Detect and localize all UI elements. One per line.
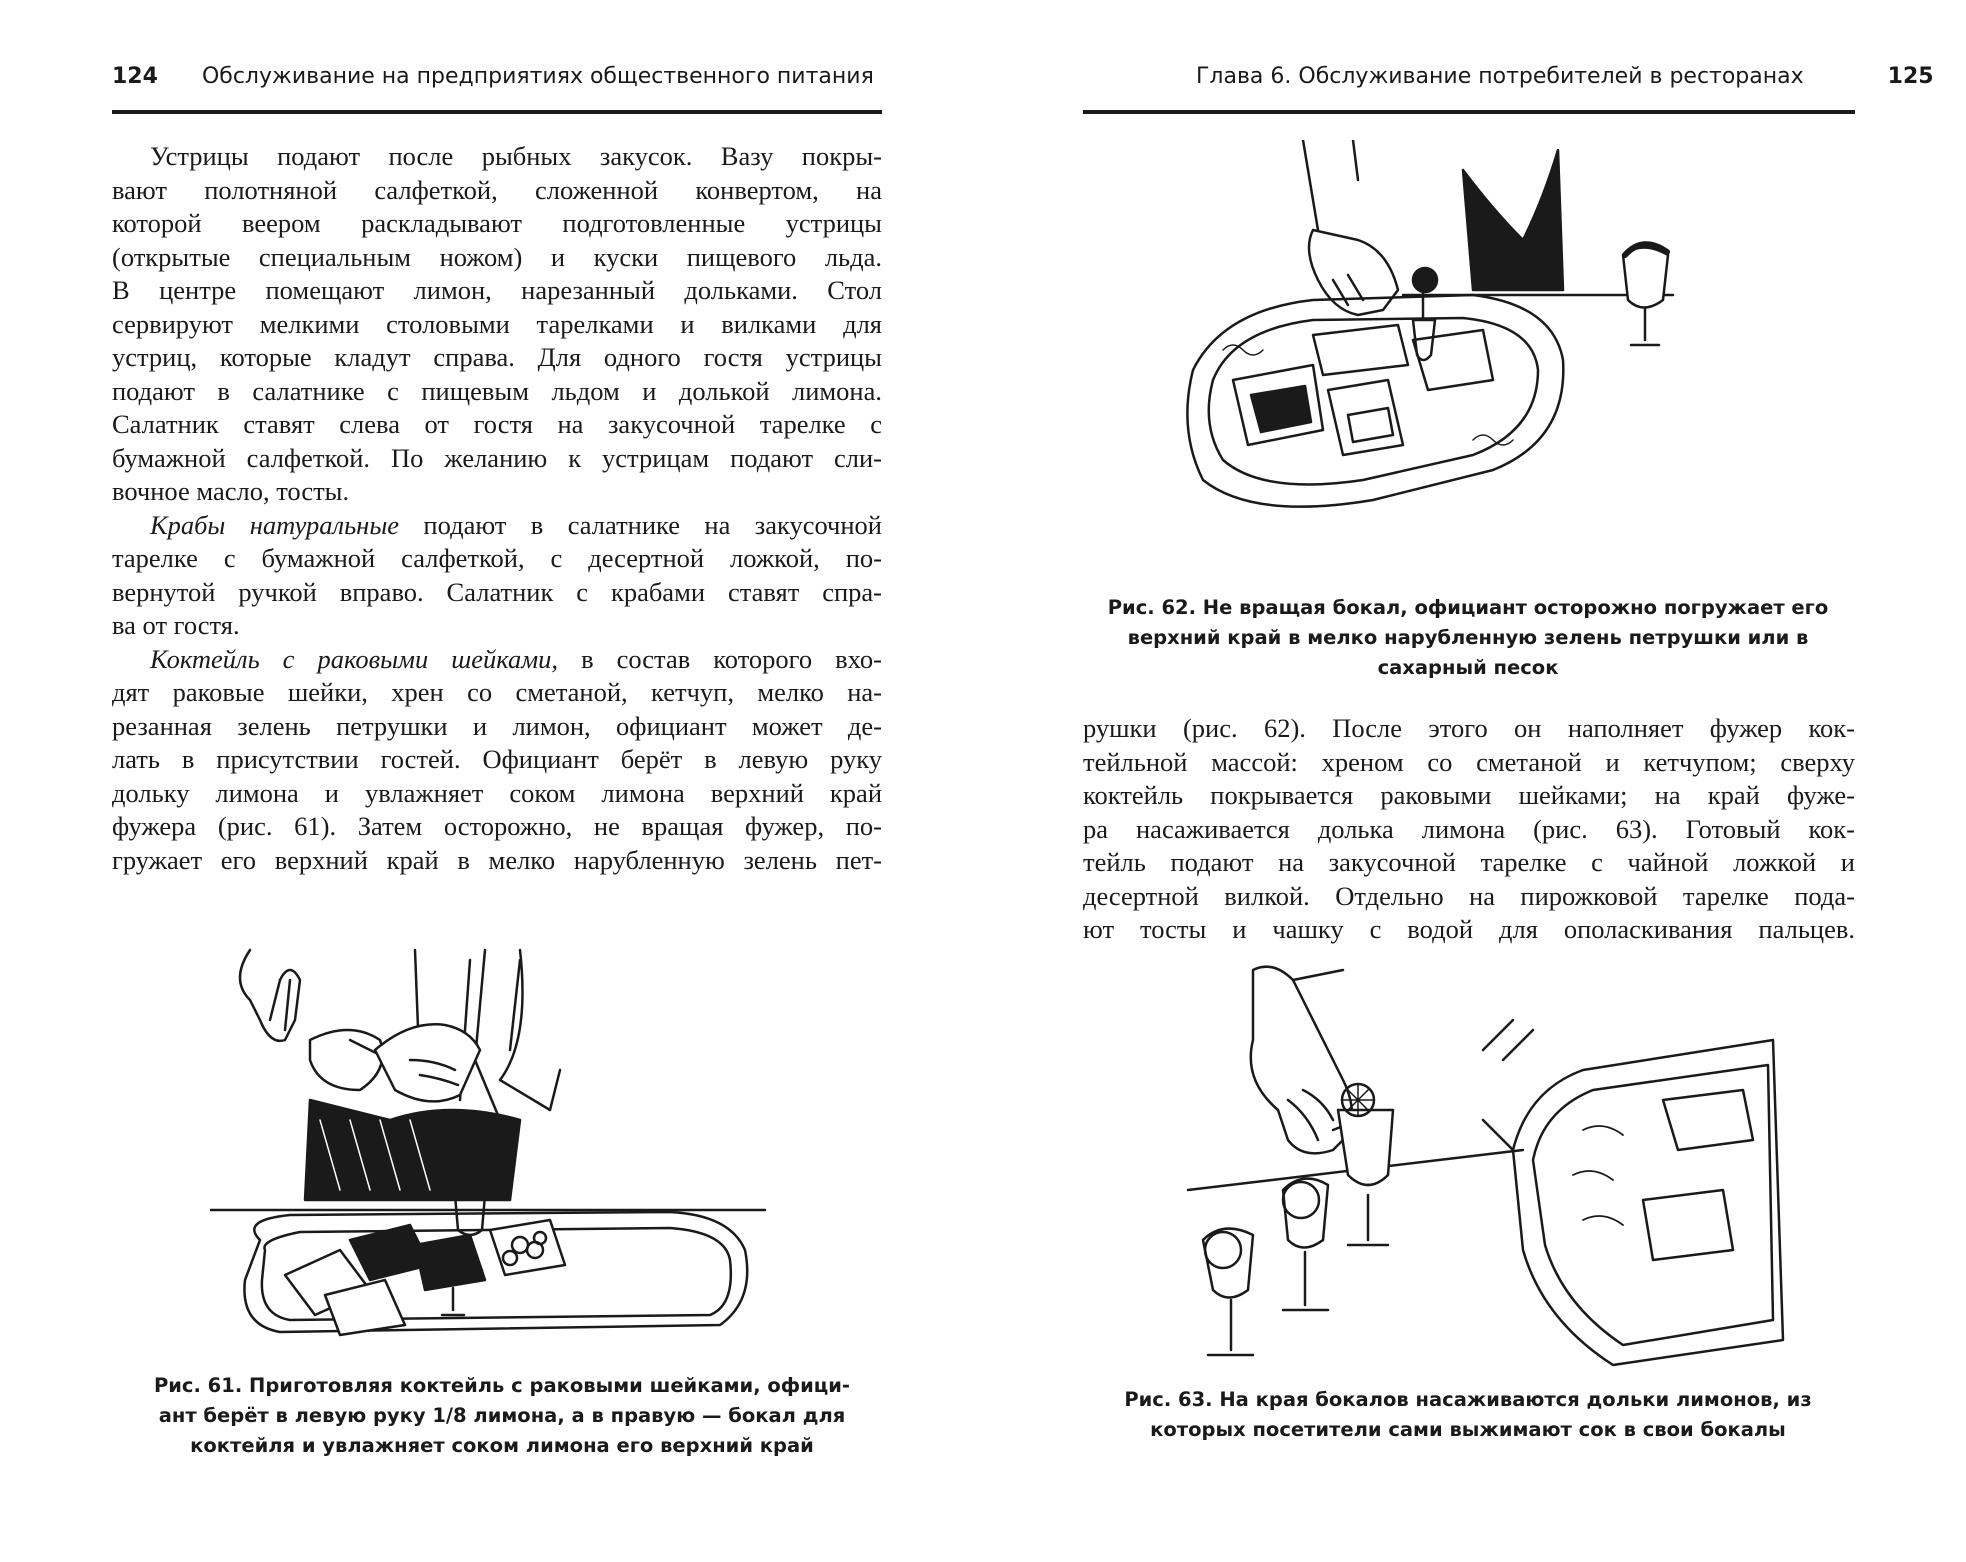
left-running-head (112, 64, 874, 89)
text-line: тейль подают на закусочной тарелке с чайной ложкой и (1083, 847, 1855, 877)
text-line: гружает его верхний край в мелко нарубленную зелень пет- (112, 844, 882, 875)
text-line: тейльной массой: хреном со сметаной и кетчупом; сверху (1083, 746, 1855, 777)
caption-line: коктейля и увлажняет соком лимона его верхний край (190, 1434, 814, 1457)
italic-term: Коктейль с раковыми шейками, (150, 643, 559, 674)
right-header-rule (1083, 110, 1855, 114)
text-line: тарелке с бумажной салфеткой, с десертной ложкой, по- (112, 543, 882, 573)
text-line: дольку лимона и увлажняет соком лимона верхний край (112, 777, 882, 808)
figure-62-illustration (1173, 140, 1773, 570)
italic-term: Крабы натуральные (150, 509, 400, 540)
left-body-text (112, 140, 882, 877)
text-line: вернутой ручкой вправо. Салатник с крабами ставят спра- (112, 576, 882, 607)
left-header-rule (112, 110, 882, 114)
caption-line: сахарный песок (1377, 656, 1559, 679)
right-running-head (1196, 64, 1934, 89)
text-line: сервируют мелкими столовыми тарелками и вилками для (112, 308, 882, 339)
caption-line: Рис. 62. Не вращая бокал, официант осторожно погружает его (1107, 596, 1829, 619)
text-line: Устрицы подают после рыбных закусок. Вазу покры- (150, 141, 882, 171)
figure-61-illustration (210, 920, 770, 1350)
text-line: которой веером раскладывают подготовленные устрицы (112, 208, 882, 238)
text-line: рушки (рис. 62). После этого он наполняет фужер кок- (1083, 713, 1855, 743)
text-line: резанная зелень петрушки и лимон, официант может де- (112, 710, 882, 741)
text-line: ют тосты и чашку с водой для ополаскивания пальцев. (1083, 914, 1855, 944)
text-line: Салатник ставят слева от гостя на закусочной тарелке с (112, 409, 882, 439)
figure-63-caption (1068, 1385, 1868, 1445)
caption-line: Рис. 63. На края бокалов насаживаются дольки лимонов, из (1124, 1388, 1812, 1411)
text-line: дят раковые шейки, хрен со сметаной, кетчуп, мелко на- (112, 677, 882, 707)
figure-63-illustration (1183, 960, 1803, 1380)
caption-line: которых посетители сами выжимают сок в свои бокалы (1150, 1418, 1786, 1441)
left-page-number: 124 (112, 64, 158, 89)
text-line: В центре помещают лимон, нарезанный дольками. Стол (112, 275, 882, 305)
figure-61-caption (112, 1371, 892, 1461)
text-line: фужера (рис. 61). Затем осторожно, не вращая фужер, по- (112, 811, 882, 841)
text-line: устриц, которые кладут справа. Для одного гостя устрицы (112, 342, 882, 372)
text-line: Крабы натуральные подают в салатнике на закусочной (150, 509, 882, 540)
text-line: коктейль покрывается раковыми шейками; на край фуже- (1083, 780, 1855, 810)
figure-62-caption (1063, 593, 1873, 683)
right-header-title: Глава 6. Обслуживание потребителей в ресторанах (1196, 64, 1804, 89)
text-line: вают полотняной салфеткой, сложенной конвертом, на (112, 174, 882, 205)
caption-line: Рис. 61. Приготовляя коктейль с раковыми шейками, офици- (153, 1374, 851, 1397)
left-header-title: Обслуживание на предприятиях общественного питания (201, 64, 874, 89)
text-line: (открытые специальным ножом) и куски пищевого льда. (112, 241, 882, 272)
text-line: лать в присутствии гостей. Официант берёт в левую руку (112, 744, 882, 774)
text-line: десертной вилкой. Отдельно на пирожковой тарелке пода- (1083, 880, 1855, 911)
caption-line: верхний край в мелко нарубленную зелень петрушки или в (1127, 626, 1809, 649)
right-page (983, 0, 1966, 1562)
caption-line: ант берёт в левую руку 1/8 лимона, а в правую — бокал для (158, 1404, 846, 1427)
text-line: бумажной салфеткой. По желанию к устрицам подают сли- (112, 442, 882, 473)
text-line: ва от гостя. (112, 610, 240, 640)
text-line: вочное масло, тосты. (112, 476, 350, 506)
text-line: ра насаживается долька лимона (рис. 63). Готовый кок- (1083, 813, 1855, 844)
text-line: Коктейль с раковыми шейками, в состав которого вхо- (150, 643, 882, 674)
right-page-number: 125 (1887, 64, 1934, 89)
right-body-text (1083, 712, 1855, 947)
text-line: подают в салатнике с пищевым льдом и долькой лимона. (112, 375, 882, 406)
